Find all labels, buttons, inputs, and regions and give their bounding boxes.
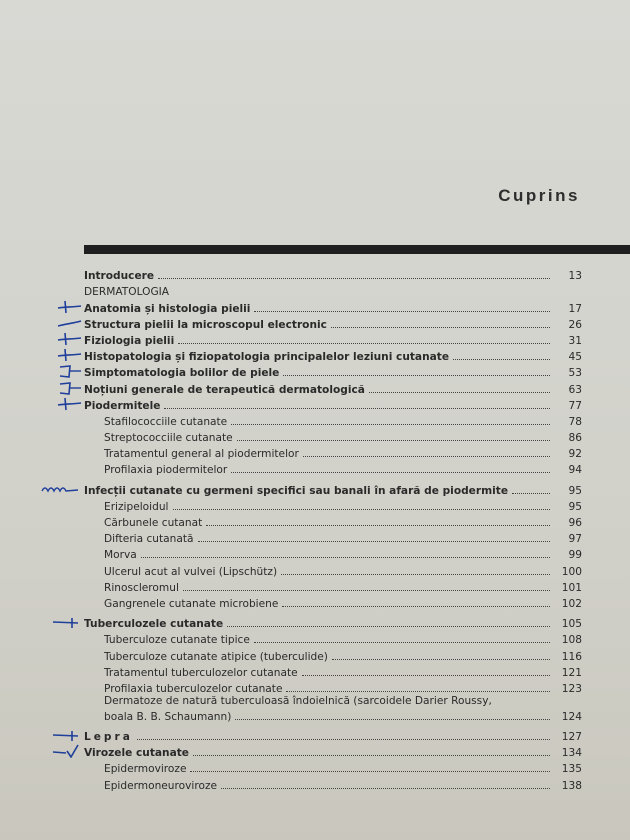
toc-page-number: 100 xyxy=(561,565,582,578)
toc-entry xyxy=(84,444,582,460)
toc-entry-label: Cărbunele cutanat xyxy=(104,517,203,529)
toc-entry-label: Gangrenele cutanate microbiene xyxy=(104,597,279,610)
toc-page-number: 26 xyxy=(568,318,582,331)
plus-mark-icon xyxy=(56,397,82,411)
toc-page-number: 121 xyxy=(561,666,582,679)
arrow-mark-icon xyxy=(52,615,82,629)
toc-page-number: 108 xyxy=(561,634,582,647)
toc-page-number: 105 xyxy=(561,618,582,631)
toc-page-number: 96 xyxy=(568,517,582,529)
toc-entry-label: Introducere xyxy=(84,270,155,283)
dot-leader xyxy=(158,278,550,279)
check-mark-icon xyxy=(52,744,82,758)
toc-page-number: 53 xyxy=(568,367,582,380)
toc-entry-label-continued: boala B. B. Schaumann) xyxy=(104,710,232,723)
toc-page-number: 63 xyxy=(568,383,582,396)
toc-page-number: 13 xyxy=(568,270,582,283)
toc-entry xyxy=(84,614,582,630)
dot-leader xyxy=(190,771,550,772)
toc-page-number: 134 xyxy=(561,747,582,760)
toc-entry xyxy=(84,529,582,545)
toc-entry-label: Dermatoze de natură tuberculoasă îndoielnică (sarcoidele Darier Roussy, xyxy=(104,694,492,707)
toc-page-number: 99 xyxy=(568,549,582,562)
toc-entry xyxy=(84,315,582,331)
dot-leader xyxy=(231,472,550,473)
toc-entry xyxy=(84,282,582,298)
toc-entry-label: Tuberculoze cutanate tipice xyxy=(104,634,250,647)
dot-leader xyxy=(302,675,550,676)
toc-entry xyxy=(84,363,582,379)
toc-entry xyxy=(84,727,582,743)
dot-leader xyxy=(286,691,550,692)
toc-entry-label: Anatomia și histologia pielii xyxy=(84,302,251,315)
toc-page-number: 45 xyxy=(568,351,582,364)
toc-entry-label: Streptococciile cutanate xyxy=(104,432,233,445)
toc-page-number: 97 xyxy=(568,533,582,546)
toc-entry xyxy=(84,775,582,791)
dot-leader xyxy=(206,525,550,526)
dot-leader xyxy=(282,606,550,607)
dot-leader xyxy=(183,590,550,591)
dot-leader xyxy=(369,392,550,393)
toc-page-number: 77 xyxy=(568,399,582,412)
toc-page-number: 101 xyxy=(561,581,582,594)
dot-leader xyxy=(332,659,550,660)
plus-mark-icon xyxy=(56,332,82,346)
dot-leader xyxy=(453,359,550,360)
toc-entry xyxy=(84,759,582,775)
toc-page-number: 78 xyxy=(568,415,582,428)
dot-leader xyxy=(198,541,550,542)
toc-entry-label: Tuberculozele cutanate xyxy=(84,618,224,631)
dot-leader xyxy=(512,493,550,494)
toc-entry xyxy=(84,396,582,412)
toc-entry-label: Ulcerul acut al vulvei (Lipschütz) xyxy=(104,565,278,578)
toc-entry-label: Rinoscleromul xyxy=(104,581,179,594)
toc-entry-label: Difteria cutanată xyxy=(104,533,194,546)
toc-entry xyxy=(84,545,582,561)
toc-entry-label: Profilaxia piodermitelor xyxy=(104,464,228,477)
toc-entry xyxy=(84,594,582,610)
dot-leader xyxy=(331,327,550,328)
dot-leader xyxy=(303,456,550,457)
title-rule xyxy=(84,245,630,254)
toc-entry xyxy=(84,480,582,496)
bracket-mark-icon xyxy=(56,364,82,378)
toc-page-number: 17 xyxy=(568,302,582,315)
toc-entry-label: Epidermoviroze xyxy=(104,763,187,776)
toc-entry-label: Erizipeloidul xyxy=(104,500,169,513)
toc-entry-label: Simptomatologia bolilor de piele xyxy=(84,367,280,380)
toc-entry xyxy=(84,578,582,594)
toc-entry-label: Stafilococciile cutanate xyxy=(104,415,228,428)
dot-leader xyxy=(193,755,550,756)
toc-entry-label: Tuberculoze cutanate atipice (tuberculide) xyxy=(104,650,328,663)
dot-leader xyxy=(254,642,550,643)
dot-leader xyxy=(235,719,550,720)
dot-leader xyxy=(231,424,550,425)
toc-entry-label: Fiziologia pielii xyxy=(84,334,175,347)
dot-leader xyxy=(227,626,550,627)
toc-page-number: 102 xyxy=(561,597,582,610)
toc-entry xyxy=(84,646,582,662)
toc-entry xyxy=(84,561,582,577)
squiggle-mark-icon xyxy=(40,482,80,496)
toc-entry-label: Lepra xyxy=(84,731,133,744)
toc-entry-label: Piodermitele xyxy=(84,399,161,412)
toc-entry xyxy=(84,266,582,282)
toc-entry-label: Structura pielii la microscopul electronic xyxy=(84,318,327,331)
toc-entry xyxy=(84,679,582,695)
toc-entry xyxy=(84,379,582,395)
dot-leader xyxy=(141,557,550,558)
dot-leader xyxy=(283,375,550,376)
bracket-mark-icon xyxy=(56,381,82,395)
toc-entry-label: Morva xyxy=(104,549,137,562)
toc-entry-label: Tratamentul tuberculozelor cutanate xyxy=(104,666,298,679)
dot-leader xyxy=(173,509,551,510)
toc-entry-label: Virozele cutanate xyxy=(84,747,189,760)
toc-entry xyxy=(84,347,582,363)
toc-entry-label: Infecții cutanate cu germeni specifici sau banali în afară de piodermite xyxy=(84,484,509,497)
toc-entry xyxy=(84,630,582,646)
toc-entry-label: Noțiuni generale de terapeutică dermatologică xyxy=(84,383,365,396)
toc-page-number: 127 xyxy=(561,731,582,744)
dot-leader xyxy=(281,574,550,575)
dot-leader xyxy=(178,343,550,344)
arrow-mark-icon xyxy=(52,728,82,742)
page-title: Cuprins xyxy=(498,186,580,205)
toc-page-number: 135 xyxy=(561,763,582,776)
plus-mark-icon xyxy=(56,348,82,362)
dot-leader xyxy=(164,408,550,409)
dot-leader xyxy=(221,788,550,789)
toc-page-number: 94 xyxy=(568,464,582,477)
toc-page-number: 95 xyxy=(568,484,582,497)
dot-leader xyxy=(137,739,550,740)
dash-mark-icon xyxy=(56,316,82,330)
toc-entry xyxy=(84,331,582,347)
toc-entry xyxy=(84,298,582,314)
toc-page-number: 31 xyxy=(568,334,582,347)
toc-entry xyxy=(84,663,582,679)
toc-entry xyxy=(84,412,582,428)
toc-page-number: 116 xyxy=(561,650,582,663)
dot-leader xyxy=(237,440,550,441)
toc-entry xyxy=(84,460,582,476)
toc-page-number: 124 xyxy=(561,710,582,723)
toc-entry xyxy=(84,695,582,723)
toc-entry xyxy=(84,513,582,529)
toc-page-number: 123 xyxy=(561,682,582,695)
toc-page-number: 95 xyxy=(568,500,582,513)
toc-entry xyxy=(84,497,582,513)
toc-entry-label: Profilaxia tuberculozelor cutanate xyxy=(104,682,283,695)
toc-entry xyxy=(84,428,582,444)
toc-entry-label: Histopatologia și fiziopatologia principalelor leziuni cutanate xyxy=(84,351,450,364)
toc-page-number: 138 xyxy=(561,779,582,792)
toc-entry xyxy=(84,743,582,759)
toc-entry-label: DERMATOLOGIA xyxy=(84,286,170,299)
toc-entry-label: Tratamentul general al piodermitelor xyxy=(104,448,299,461)
toc-page-number: 92 xyxy=(568,448,582,461)
table-of-contents xyxy=(84,266,582,792)
toc-entry-label: Epidermoneuroviroze xyxy=(104,779,218,792)
plus-mark-icon xyxy=(56,300,82,314)
dot-leader xyxy=(254,311,550,312)
toc-page-number: 86 xyxy=(568,432,582,445)
